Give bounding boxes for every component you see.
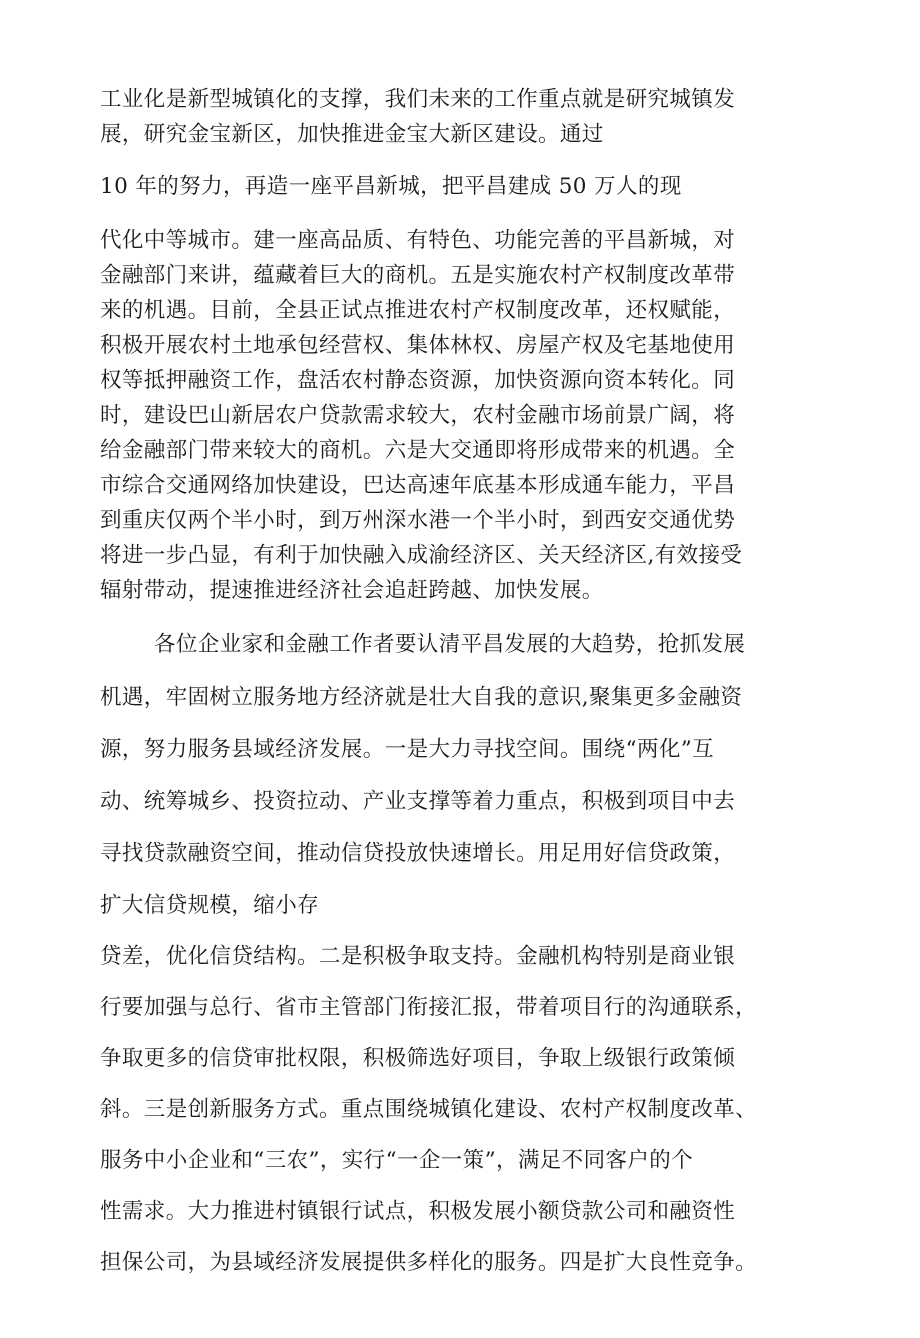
paragraph-first-line: 各位企业家和金融工作者要认清平昌发展的大趋势，抢抓发展 bbox=[154, 632, 746, 657]
text-line: 贷差，优化信贷结构。二是积极争取支持。金融机构特别是商业银 bbox=[100, 944, 736, 969]
text-line: 来的机遇。目前，全县正试点推进农村产权制度改革，还权赋能， bbox=[100, 298, 736, 323]
text-line: 代化中等城市。建一座高品质、有特色、功能完善的平昌新城，对 bbox=[100, 228, 736, 253]
text-line: 给金融部门带来较大的商机。六是大交通即将形成带来的机遇。全 bbox=[100, 438, 736, 463]
text-line: 扩大信贷规模，缩小存 bbox=[100, 893, 320, 918]
text-line: 将进一步凸显，有利于加快融入成渝经济区、关天经济区,有效接受 bbox=[100, 543, 743, 568]
text-line: 10 年的努力，再造一座平昌新城，把平昌建成 50 万人的现 bbox=[100, 174, 682, 199]
text-line: 市综合交通网络加快建设，巴达高速年底基本形成通车能力，平昌 bbox=[100, 473, 736, 498]
text-line: 工业化是新型城镇化的支撑，我们未来的工作重点就是研究城镇发 bbox=[100, 87, 736, 112]
text-line: 时，建设巴山新居农户贷款需求较大，农村金融市场前景广阔，将 bbox=[100, 403, 736, 428]
text-line: 到重庆仅两个半小时，到万州深水港一个半小时，到西安交通优势 bbox=[100, 508, 736, 533]
text-line: 性需求。大力推进村镇银行试点，积极发展小额贷款公司和融资性 bbox=[100, 1199, 736, 1224]
text-line: 辐射带动，提速推进经济社会追赶跨越、加快发展。 bbox=[100, 578, 604, 603]
text-line: 机遇，牢固树立服务地方经济就是壮大自我的意识,聚集更多金融资 bbox=[100, 685, 743, 710]
text-line: 争取更多的信贷审批权限，积极筛选好项目，争取上级银行政策倾 bbox=[100, 1046, 736, 1071]
text-line: 展，研究金宝新区，加快推进金宝大新区建设。通过 bbox=[100, 122, 604, 147]
text-line: 担保公司，为县域经济发展提供多样化的服务。四是扩大良性竞争。 bbox=[100, 1250, 758, 1275]
text-line: 动、统筹城乡、投资拉动、产业支撑等着力重点，积极到项目中去 bbox=[100, 789, 736, 814]
text-line: 积极开展农村土地承包经营权、集体林权、房屋产权及宅基地使用 bbox=[100, 333, 736, 358]
text-line: 服务中小企业和“三农”，实行“一企一策”，满足不同客户的个 bbox=[100, 1148, 694, 1173]
text-line: 源，努力服务县域经济发展。一是大力寻找空间。围绕“两化”互 bbox=[100, 737, 715, 762]
text-line: 斜。三是创新服务方式。重点围绕城镇化建设、农村产权制度改革、 bbox=[100, 1097, 758, 1122]
text-line: 行要加强与总行、省市主管部门衔接汇报，带着项目行的沟通联系， bbox=[100, 995, 758, 1020]
text-line: 寻找贷款融资空间，推动信贷投放快速增长。用足用好信贷政策， bbox=[100, 841, 736, 866]
text-line: 权等抵押融资工作，盘活农村静态资源，加快资源向资本转化。同 bbox=[100, 368, 736, 393]
text-line: 金融部门来讲，蕴藏着巨大的商机。五是实施农村产权制度改革带 bbox=[100, 263, 736, 288]
